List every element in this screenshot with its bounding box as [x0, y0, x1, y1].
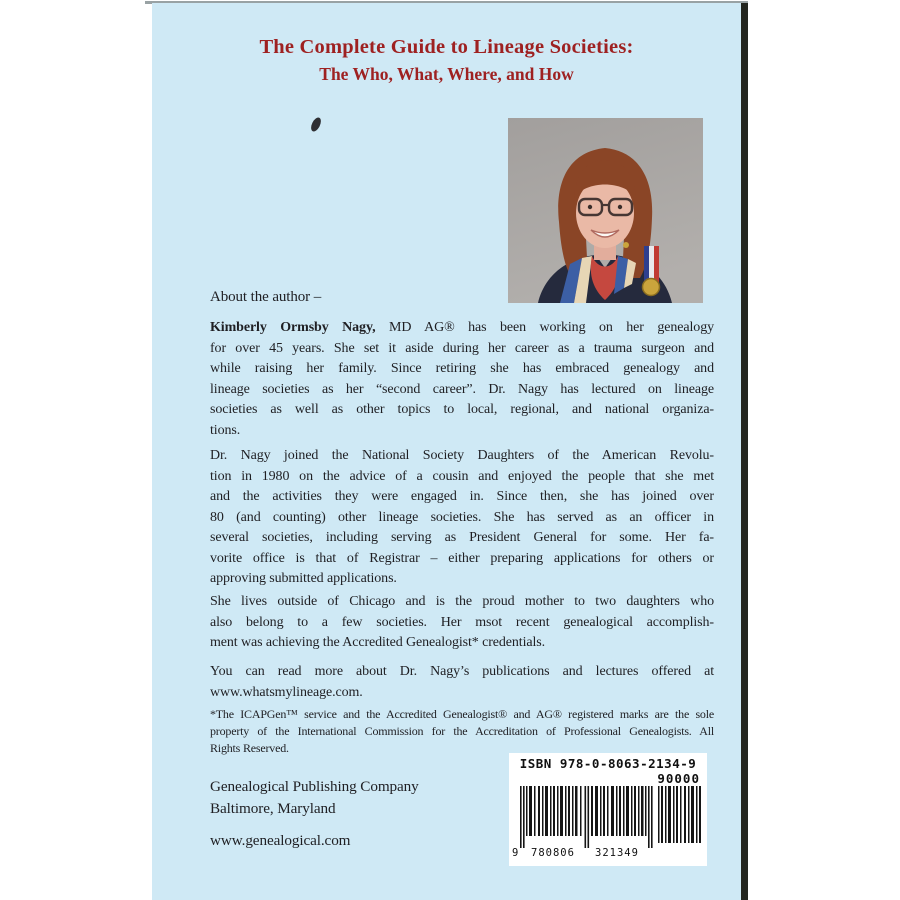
- trademark-footnote: [210, 706, 714, 757]
- text-line: lineage societies as her “second career”. Dr. Nagy has lectured on lineage: [210, 381, 714, 397]
- text-line: Rights Reserved.: [210, 741, 289, 755]
- publisher-name: Genealogical Publishing Company: [210, 778, 419, 795]
- author-name: Kimberly Ormsby Nagy,: [210, 320, 376, 335]
- text-line: for over 45 years. She set it aside during her career as a trauma surgeon and: [210, 340, 714, 356]
- left-eye: [588, 205, 592, 209]
- paragraph-lines: [210, 662, 714, 703]
- paragraph-lines: [210, 592, 714, 654]
- ribbon-red-stripe: [654, 246, 659, 282]
- text-line: while raising her family. Since retiring she has embraced genealogy and: [210, 361, 714, 376]
- text-line: societies as well as other topics to local, regional, and national organiza-: [210, 402, 714, 417]
- text-line: also belong to a few societies. Her msot recent genealogical accomplish-: [210, 614, 714, 630]
- book-back-cover: [152, 3, 748, 900]
- footnote-lines: [210, 706, 714, 757]
- about-paragraph-3: [210, 592, 714, 654]
- barcode-addon-code: 90000: [657, 771, 700, 786]
- text-line: tions.: [210, 422, 241, 438]
- barcode-digits-right-group: 321349: [595, 847, 639, 859]
- text-line: You can read more about Dr. Nagy’s publications and lectures offered at: [210, 664, 714, 679]
- paragraph-lines: [210, 446, 714, 590]
- text-line: 80 (and counting) other lineage societies. She has served as an officer in: [210, 509, 714, 525]
- text-line: tion in 1980 on the advice of a cousin and enjoyed the people that she met: [210, 468, 714, 484]
- barcode-digit-9: 9: [512, 847, 520, 859]
- website-text: www.genealogical.com: [210, 832, 351, 849]
- about-paragraph-1: [210, 318, 714, 441]
- ribbon-blue-stripe: [644, 246, 649, 282]
- text-line: and the activities they were engaged in. Since then, she has joined over: [210, 489, 714, 504]
- publisher-location: Baltimore, Maryland: [210, 799, 336, 817]
- isbn-number: ISBN 978-0-8063-2134-9: [519, 756, 697, 771]
- about-heading: About the author –: [210, 289, 322, 305]
- barcode-digits-left-group: 780806: [531, 847, 575, 859]
- about-paragraph-2: [210, 446, 714, 590]
- right-eye: [618, 205, 622, 209]
- text-line: several societies, including serving as President General for some. Her fa-: [210, 530, 714, 545]
- author-photo: [508, 118, 703, 303]
- paragraph-text: MD AG® has been working on her genealogy: [375, 320, 714, 335]
- text-line: approving submitted applications.: [210, 571, 397, 586]
- text-line: www.whatsmylineage.com.: [210, 684, 363, 700]
- text-line: She lives outside of Chicago and is the proud mother to two daughters who: [210, 594, 714, 609]
- text-line: ment was achieving the Accredited Genealogist* credentials.: [210, 635, 546, 650]
- isbn-barcode: [509, 753, 707, 866]
- book-subtitle: The Who, What, Where, and How: [319, 64, 574, 84]
- ribbon-white-stripe: [649, 246, 654, 282]
- text-line: Dr. Nagy joined the National Society Daughters of the American Revolu-: [210, 448, 714, 463]
- book-title: The Complete Guide to Lineage Societies:: [259, 36, 634, 58]
- barcode-bars: [512, 786, 704, 860]
- about-paragraph-4: [210, 662, 714, 703]
- lapel-pin: [623, 242, 629, 248]
- text-line: property of the International Commission for the Accreditation of Professional Genealogists. All: [210, 724, 714, 738]
- paragraph-lines: [210, 339, 714, 442]
- text-line: *The ICAPGen™ service and the Accredited Genealogist® and AG® registered marks are the sole: [210, 707, 714, 721]
- text-line: vorite office is that of Registrar – either preparing applications for others or: [210, 550, 714, 566]
- paragraph-line: [210, 318, 714, 339]
- ink-spot: [309, 116, 323, 133]
